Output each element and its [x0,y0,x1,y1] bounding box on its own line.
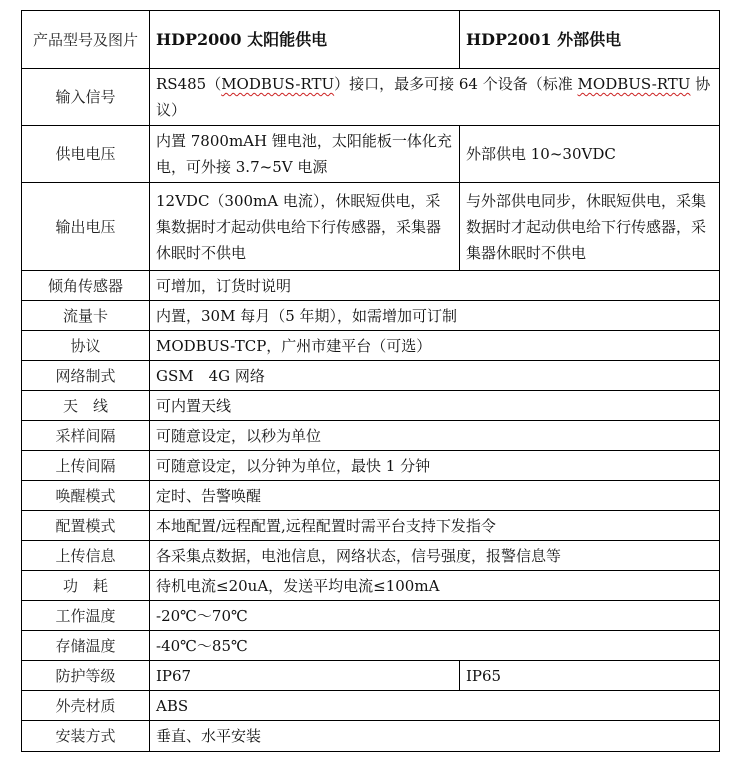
row-label: 倾角传感器 [22,271,150,301]
row-label: 天 线 [22,391,150,421]
table-row [22,421,720,451]
row-value: 待机电流≤20uA，发送平均电流≤100mA [150,571,720,601]
protection-a: IP67 [150,661,460,691]
row-label: 上传信息 [22,541,150,571]
input-signal-value [150,69,720,126]
supply-voltage-a: 内置 7800mAH 锂电池，太阳能板一体化充电，可外接 3.7~5V 电源 [150,126,460,183]
table-row [22,721,720,752]
table-row [22,271,720,301]
spec-table [21,10,720,752]
table-row [22,301,720,331]
text-segment: MODBUS-RTU [577,75,691,93]
row-label: 上传间隔 [22,451,150,481]
output-voltage-a: 12VDC（300mA 电流），休眠短供电，采集数据时才起动供电给下行传感器，采集器休眠时不供电 [150,183,460,271]
row-label: 存储温度 [22,631,150,661]
row-value: GSM 4G 网络 [150,361,720,391]
row-label: 安装方式 [22,721,150,752]
row-label: 工作温度 [22,601,150,631]
table-row [22,361,720,391]
row-label: 配置模式 [22,511,150,541]
row-label: 防护等级 [22,661,150,691]
row-value: 本地配置/远程配置,远程配置时需平台支持下发指令 [150,511,720,541]
supply-voltage-b: 外部供电 10~30VDC [460,126,720,183]
row-value: 可内置天线 [150,391,720,421]
table-row [22,631,720,661]
row-value: -40℃～85℃ [150,631,720,661]
row-value: 垂直、水平安装 [150,721,720,752]
model-b-heading: HDP2001 外部供电 [460,11,720,69]
row-value: 定时、告警唤醒 [150,481,720,511]
row-value: 可随意设定，以分钟为单位，最快 1 分钟 [150,451,720,481]
row-label: 输入信号 [22,69,150,126]
table-row [22,11,720,69]
table-row [22,601,720,631]
text-segment: MODBUS-RTU [221,75,335,93]
row-label: 唤醒模式 [22,481,150,511]
row-label: 功 耗 [22,571,150,601]
table-row [22,331,720,361]
text-segment: RS485（ [156,75,222,93]
row-value: 各采集点数据，电池信息，网络状态，信号强度，报警信息等 [150,541,720,571]
row-label: 供电电压 [22,126,150,183]
model-a-heading: HDP2000 太阳能供电 [150,11,460,69]
table-row [22,183,720,271]
row-label: 外壳材质 [22,691,150,721]
table-row [22,451,720,481]
row-value: MODBUS-TCP，广州市建平台（可选） [150,331,720,361]
table-row [22,691,720,721]
row-value: 内置，30M 每月（5 年期），如需增加可订制 [150,301,720,331]
table-row [22,541,720,571]
row-label: 输出电压 [22,183,150,271]
header-label: 产品型号及图片 [22,11,150,69]
table-row [22,481,720,511]
table-row [22,511,720,541]
row-value: ABS [150,691,720,721]
table-row [22,661,720,691]
row-value: 可增加，订货时说明 [150,271,720,301]
table-row [22,391,720,421]
row-value: -20℃～70℃ [150,601,720,631]
table-row [22,571,720,601]
row-value: 可随意设定，以秒为单位 [150,421,720,451]
row-label: 采样间隔 [22,421,150,451]
table-row [22,69,720,126]
text-segment: ）接口，最多可接 64 个设备（标准 [334,75,578,93]
row-label: 网络制式 [22,361,150,391]
row-label: 协议 [22,331,150,361]
protection-b: IP65 [460,661,720,691]
text-segment: 协议） [156,75,711,119]
table-row [22,126,720,183]
row-label: 流量卡 [22,301,150,331]
output-voltage-b: 与外部供电同步，休眠短供电，采集数据时才起动供电给下行传感器，采集器休眠时不供电 [460,183,720,271]
